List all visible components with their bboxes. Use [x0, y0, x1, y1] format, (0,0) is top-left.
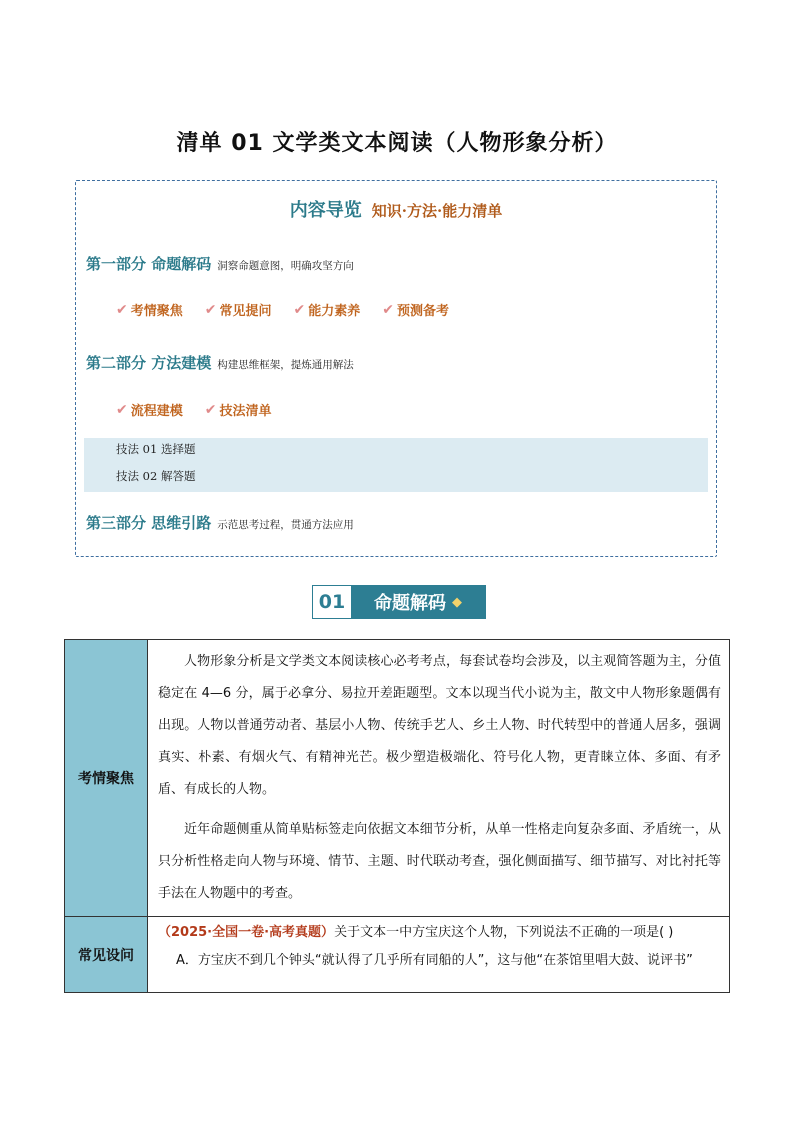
part1-items [116, 300, 449, 319]
paragraph: 近年命题侧重从简单贴标签走向依据文本细节分析，从单一性格走向复杂多面、矛盾统一，从只分析性格走向人物与环境、情节、主题、时代联动考查，强化侧面描写、细节描写、对比衬托等手法在人物题中的考查。 [158, 822, 721, 901]
table-row [65, 917, 730, 993]
technique-list [84, 438, 708, 492]
row-label-exam-focus: 考情聚焦 [65, 640, 148, 917]
part3-desc: 示范思考过程，贯通方法应用 [217, 519, 354, 531]
part1-item[interactable]: ✔ 能力素养 [293, 301, 361, 319]
diamond-icon: ◆ [452, 594, 462, 610]
row-label-common-questions: 常见设问 [65, 917, 148, 993]
part1-line [86, 253, 354, 274]
part1-item[interactable]: ✔ 考情聚焦 [116, 301, 183, 319]
question-stem [158, 919, 721, 947]
part2-items [116, 400, 272, 419]
row-content-exam-focus [148, 640, 730, 917]
part2-line [86, 352, 354, 373]
page-title: 清单 01 文学类文本阅读（人物形象分析） [176, 131, 618, 156]
table-row [65, 640, 730, 917]
part2-item[interactable]: ✔ 技法清单 [204, 401, 272, 419]
row-content-common-questions [148, 917, 730, 993]
check-pen-icon: ✔ [204, 301, 217, 318]
part1-item[interactable]: ✔ 预测备考 [382, 301, 449, 319]
check-pen-icon: ✔ [293, 301, 306, 318]
section-number: 01 [313, 586, 351, 618]
technique-item[interactable]: 技法 02 解答题 [116, 469, 196, 483]
part1-title: 第一部分 命题解码 [86, 255, 212, 273]
content-guide-box [75, 180, 717, 557]
check-pen-icon: ✔ [204, 401, 217, 418]
part3-title: 第三部分 思维引路 [86, 514, 212, 532]
section-banner [312, 585, 486, 619]
question-source: （2025·全国一卷·高考真题） [158, 925, 335, 940]
part2-desc: 构建思维框架，提炼通用解法 [217, 359, 354, 371]
check-pen-icon: ✔ [116, 401, 128, 418]
part2-item[interactable]: ✔ 流程建模 [116, 401, 183, 419]
section-name-box [351, 586, 485, 618]
part3-line [86, 512, 354, 533]
part2-title: 第二部分 方法建模 [86, 354, 212, 372]
question-option-a[interactable]: A．方宝庆不到几个钟头“就认得了几乎所有同船的人”，这与他“在茶馆里唱大鼓、说评书” [176, 953, 693, 968]
guide-header-main: 内容导览 [289, 200, 362, 221]
paragraph: 人物形象分析是文学类文本阅读核心必考考点，每套试卷均会涉及，以主观简答题为主，分值稳定在 4—6 分，属于必拿分、易拉开差距题型。文本以现当代小说为主，散文中人物形象题偶有出现。人物以普通劳动者、基层小人物、传统手艺人、乡土人物、时代转型中的普通人居多，强调真实、朴素、有烟火气、有精神光芒。极少塑造极端化、符号化人物，更青睐立体、多面、有矛盾、有成长的人物。 [158, 654, 721, 797]
part1-item[interactable]: ✔ 常见提问 [204, 301, 272, 319]
technique-item[interactable]: 技法 01 选择题 [116, 442, 196, 456]
check-pen-icon: ✔ [116, 301, 128, 318]
guide-header-sub: 知识·方法·能力清单 [371, 202, 503, 220]
guide-header [76, 196, 716, 222]
question-text: 关于文本一中方宝庆这个人物，下列说法不正确的一项是( ) [334, 925, 674, 940]
part1-desc: 洞察命题意图，明确攻坚方向 [217, 260, 354, 272]
info-table [64, 639, 730, 993]
check-pen-icon: ✔ [382, 301, 394, 318]
section-name: 命题解码 [374, 593, 446, 614]
